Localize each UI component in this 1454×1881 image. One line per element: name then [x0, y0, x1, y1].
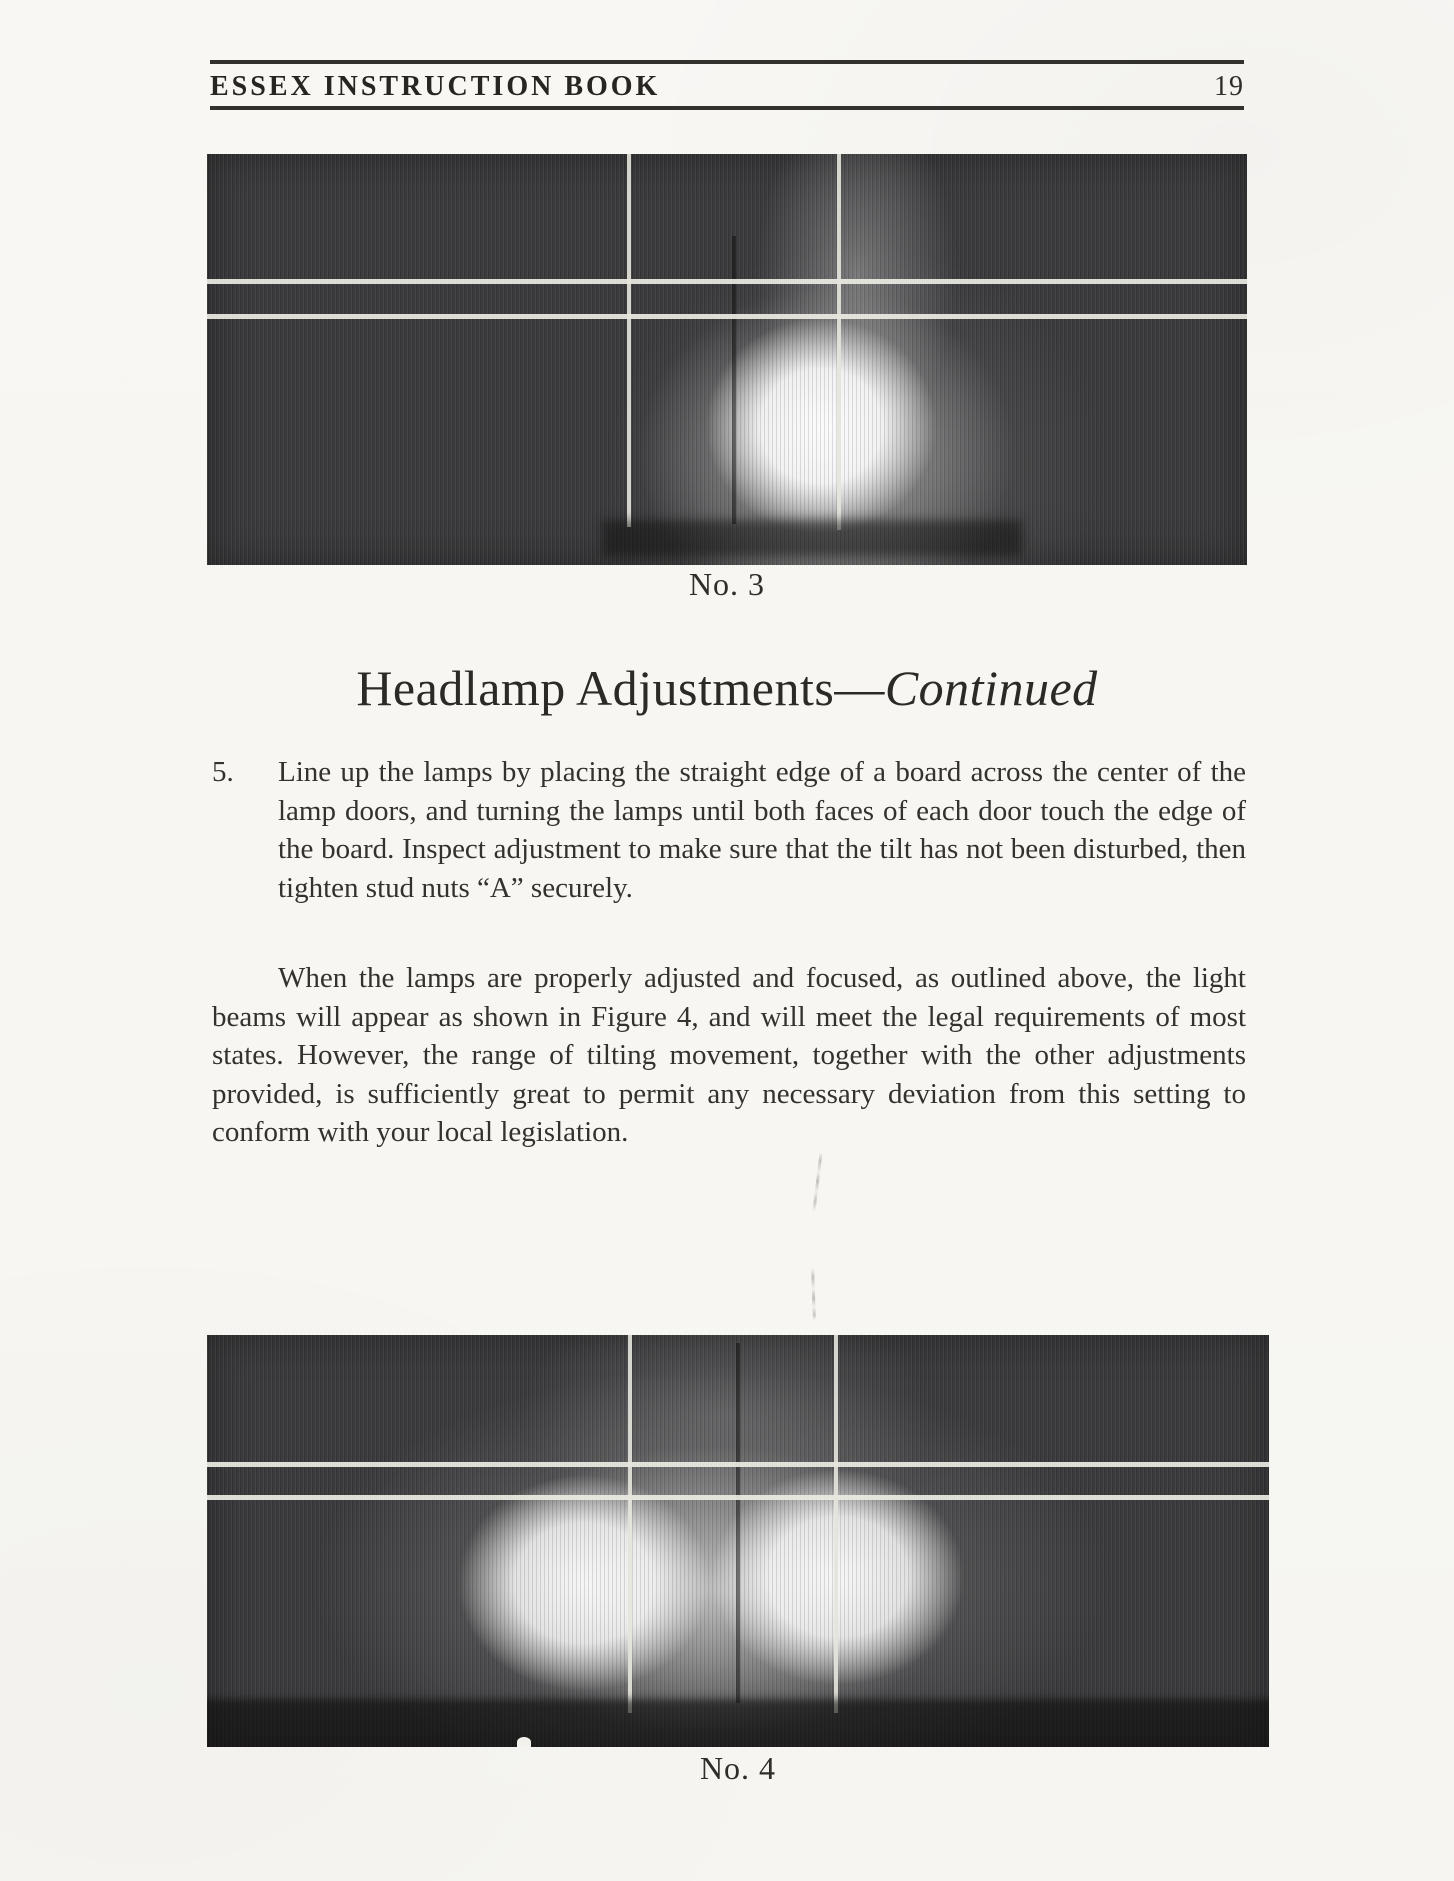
header-rule-bottom	[210, 106, 1244, 110]
section-title	[210, 658, 1244, 718]
figure-4-headlamp-beams-photo	[207, 1335, 1269, 1747]
body-paragraph: When the lamps are properly adjusted and focused, as outlined above, the light beams will appear as shown in Figure 4, and will meet the legal requirements of most states. However, the range of tilting movement, together with the other adjustments provided, is sufficiently great to permit any necessary deviation from this setting to conform with your local legislation.	[212, 962, 1246, 1149]
page-number: 19	[1214, 71, 1244, 102]
aiming-vertical-line-right	[837, 154, 841, 530]
section-title-dash: —	[834, 660, 885, 716]
figure-3-caption: No. 3	[688, 566, 766, 602]
dark-vertical-line	[736, 1343, 740, 1703]
aiming-board-horizontal-line-upper	[207, 1462, 1269, 1467]
section-title-main: Headlamp Adjustments	[356, 660, 835, 716]
book-title: ESSEX INSTRUCTION BOOK	[210, 71, 661, 102]
aiming-board-horizontal-line-lower	[207, 314, 1247, 319]
running-head	[210, 64, 1244, 104]
shadow-strip	[207, 1699, 1269, 1747]
aiming-board-horizontal-line-lower	[207, 1495, 1269, 1500]
halftone-texture	[207, 154, 1247, 565]
section-title-continued: Continued	[884, 660, 1098, 716]
aiming-vertical-line-right	[834, 1335, 838, 1713]
scan-notch-artifact	[517, 1737, 531, 1747]
figure-4-caption: No. 4	[699, 1750, 777, 1786]
instruction-step-5	[212, 753, 1246, 907]
aiming-board-horizontal-line-upper	[207, 279, 1247, 284]
aiming-vertical-line-left	[628, 1335, 632, 1713]
figure-3-headlamp-beam-photo	[207, 154, 1247, 565]
step-5-number: 5.	[212, 756, 234, 788]
shadow-strip	[602, 520, 1022, 556]
step-5-text: Line up the lamps by placing the straight edge of a board across the center of the lamp doors, and turning the lamps until both faces of each door touch the edge of the board. Inspect adjustment to make sure that the tilt has not been disturbed, then tighten stud nuts “A” securely.	[278, 756, 1246, 904]
aiming-vertical-line-left	[627, 154, 631, 527]
scan-smudge-mark	[812, 1152, 822, 1212]
scan-smudge-mark	[811, 1268, 816, 1320]
